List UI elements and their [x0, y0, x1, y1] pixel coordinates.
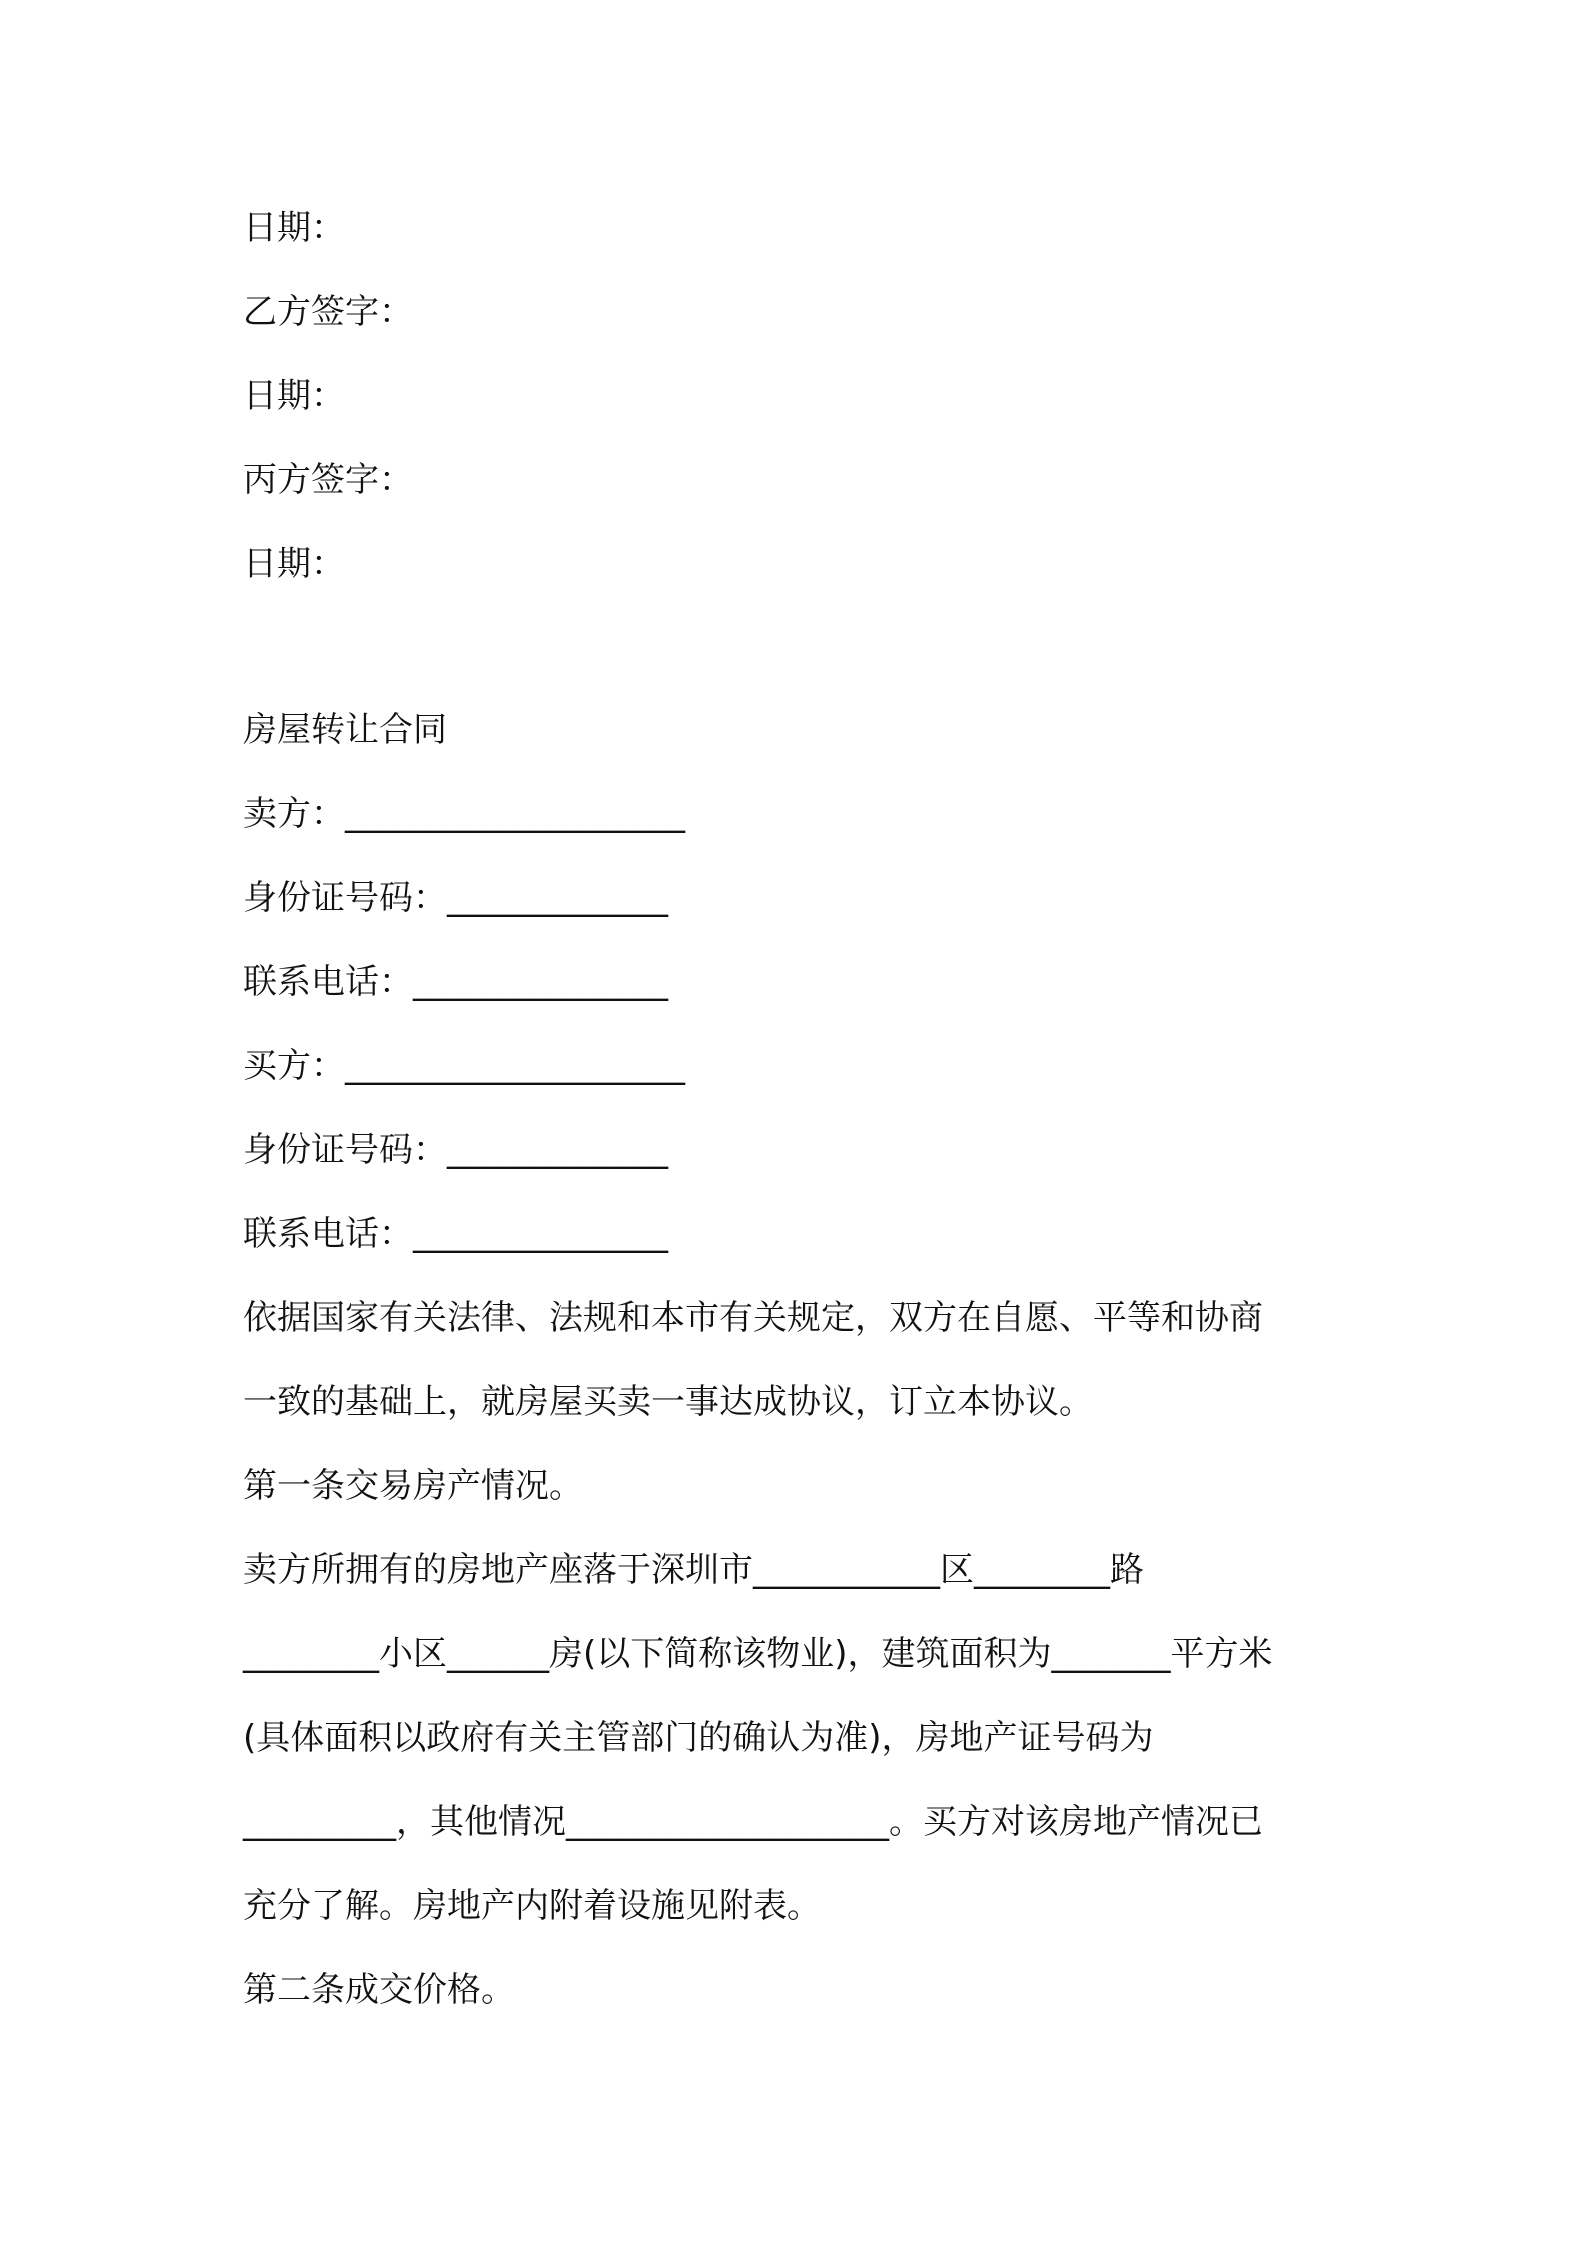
seller-id-field: 身份证号码：_____________: [243, 878, 668, 918]
party-c-signature: 丙方签字：: [243, 460, 413, 500]
seller-phone-field: 联系电话：_______________: [243, 962, 668, 1002]
buyer-id-field: 身份证号码：_____________: [243, 1130, 668, 1170]
sign-date-1: 日期：: [243, 208, 345, 248]
article-1-line-5: 充分了解。房地产内附着设施见附表。: [243, 1886, 821, 1926]
article-2-heading: 第二条成交价格。: [243, 1970, 515, 2010]
article-1-line-3: (具体面积以政府有关主管部门的确认为准)，房地产证号码为: [243, 1718, 1154, 1758]
buyer-phone-field: 联系电话：_______________: [243, 1214, 668, 1254]
preamble-line-1: 依据国家有关法律、法规和本市有关规定，双方在自愿、平等和协商: [243, 1298, 1263, 1338]
party-b-signature: 乙方签字：: [243, 292, 413, 332]
buyer-name-field: 买方：____________________: [243, 1046, 685, 1086]
contract-title: 房屋转让合同: [243, 710, 447, 750]
sign-date-3: 日期：: [243, 544, 345, 584]
article-1-line-4: _________，其他情况___________________。买方对该房地产情况已: [243, 1802, 1263, 1842]
seller-name-field: 卖方：____________________: [243, 794, 685, 834]
article-1-line-1: 卖方所拥有的房地产座落于深圳市___________区________路: [243, 1550, 1144, 1590]
sign-date-2: 日期：: [243, 376, 345, 416]
article-1-line-2: ________小区______房(以下简称该物业)，建筑面积为_______平方米: [243, 1634, 1273, 1674]
article-1-heading: 第一条交易房产情况。: [243, 1466, 583, 1506]
preamble-line-2: 一致的基础上，就房屋买卖一事达成协议，订立本协议。: [243, 1382, 1093, 1422]
